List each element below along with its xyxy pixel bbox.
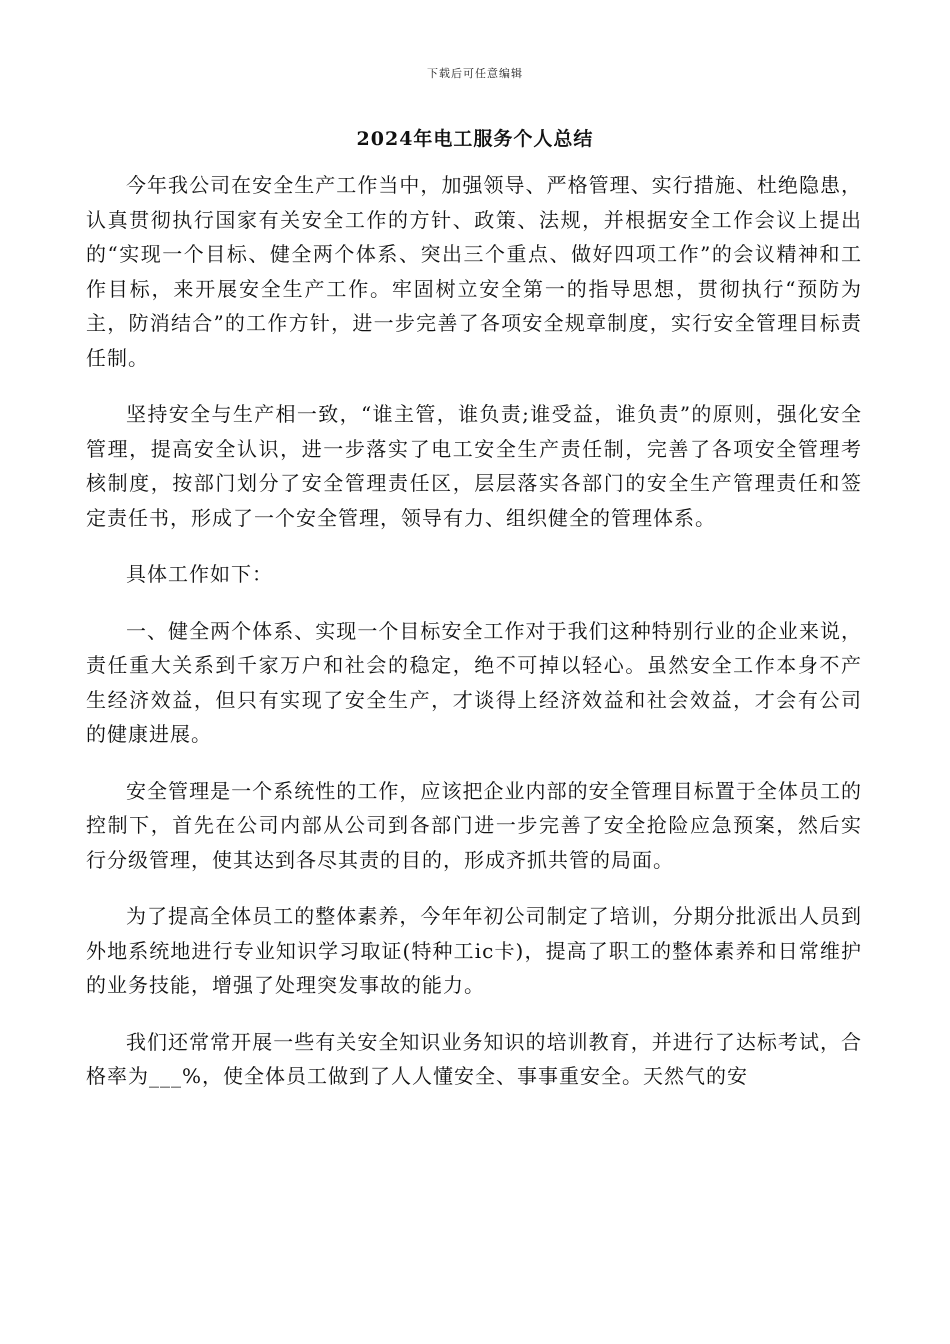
document-title: 2024年电工服务个人总结: [356, 128, 594, 150]
paragraph-4: 一、健全两个体系、实现一个目标安全工作对于我们这种特别行业的企业来说，责任重大关系到千家万户和社会的稳定，绝不可掉以轻心。虽然安全工作本身不产生经济效益，但只有实现了安全生产，才谈得上经济效益和社会效益，才会有公司的健康进展。: [86, 618, 862, 746]
page-header-note: 下载后可任意编辑: [427, 67, 523, 80]
paragraph-5: 安全管理是一个系统性的工作，应该把企业内部的安全管理目标置于全体员工的控制下，首先在公司内部从公司到各部门进一步完善了安全抢险应急预案，然后实行分级管理，使其达到各尽其责的目的，形成齐抓共管的局面。: [86, 778, 862, 872]
paragraph-1: 今年我公司在安全生产工作当中，加强领导、严格管理、实行措施、杜绝隐患，认真贯彻执行国家有关安全工作的方针、政策、法规，并根据安全工作会议上提出的“实现一个目标、健全两个体系、突出三个重点、做好四项工作”的会议精神和工作目标，来开展安全生产工作。牢固树立安全第一的指导思想，贯彻执行“预防为主，防消结合”的工作方针，进一步完善了各项安全规章制度，实行安全管理目标责任制。: [86, 173, 862, 370]
paragraph-7: 我们还常常开展一些有关安全知识业务知识的培训教育，并进行了达标考试，合格率为___%，使全体员工做到了人人懂安全、事事重安全。天然气的安: [86, 1029, 862, 1088]
paragraph-2: 坚持安全与生产相一致，“谁主管，谁负责;谁受益，谁负责”的原则，强化安全管理，提高安全认识，进一步落实了电工安全生产责任制，完善了各项安全管理考核制度，按部门划分了安全管理责任区，层层落实各部门的安全生产管理责任和签定责任书，形成了一个安全管理，领导有力、组织健全的管理体系。: [86, 402, 862, 530]
paragraph-6: 为了提高全体员工的整体素养，今年年初公司制定了培训，分期分批派出人员到外地系统地进行专业知识学习取证(特种工ic卡)，提高了职工的整体素养和日常维护的业务技能，增强了处理突发事故的能力。: [86, 904, 862, 997]
paragraph-3: 具体工作如下：: [126, 562, 273, 586]
document-body: [86, 168, 862, 1094]
